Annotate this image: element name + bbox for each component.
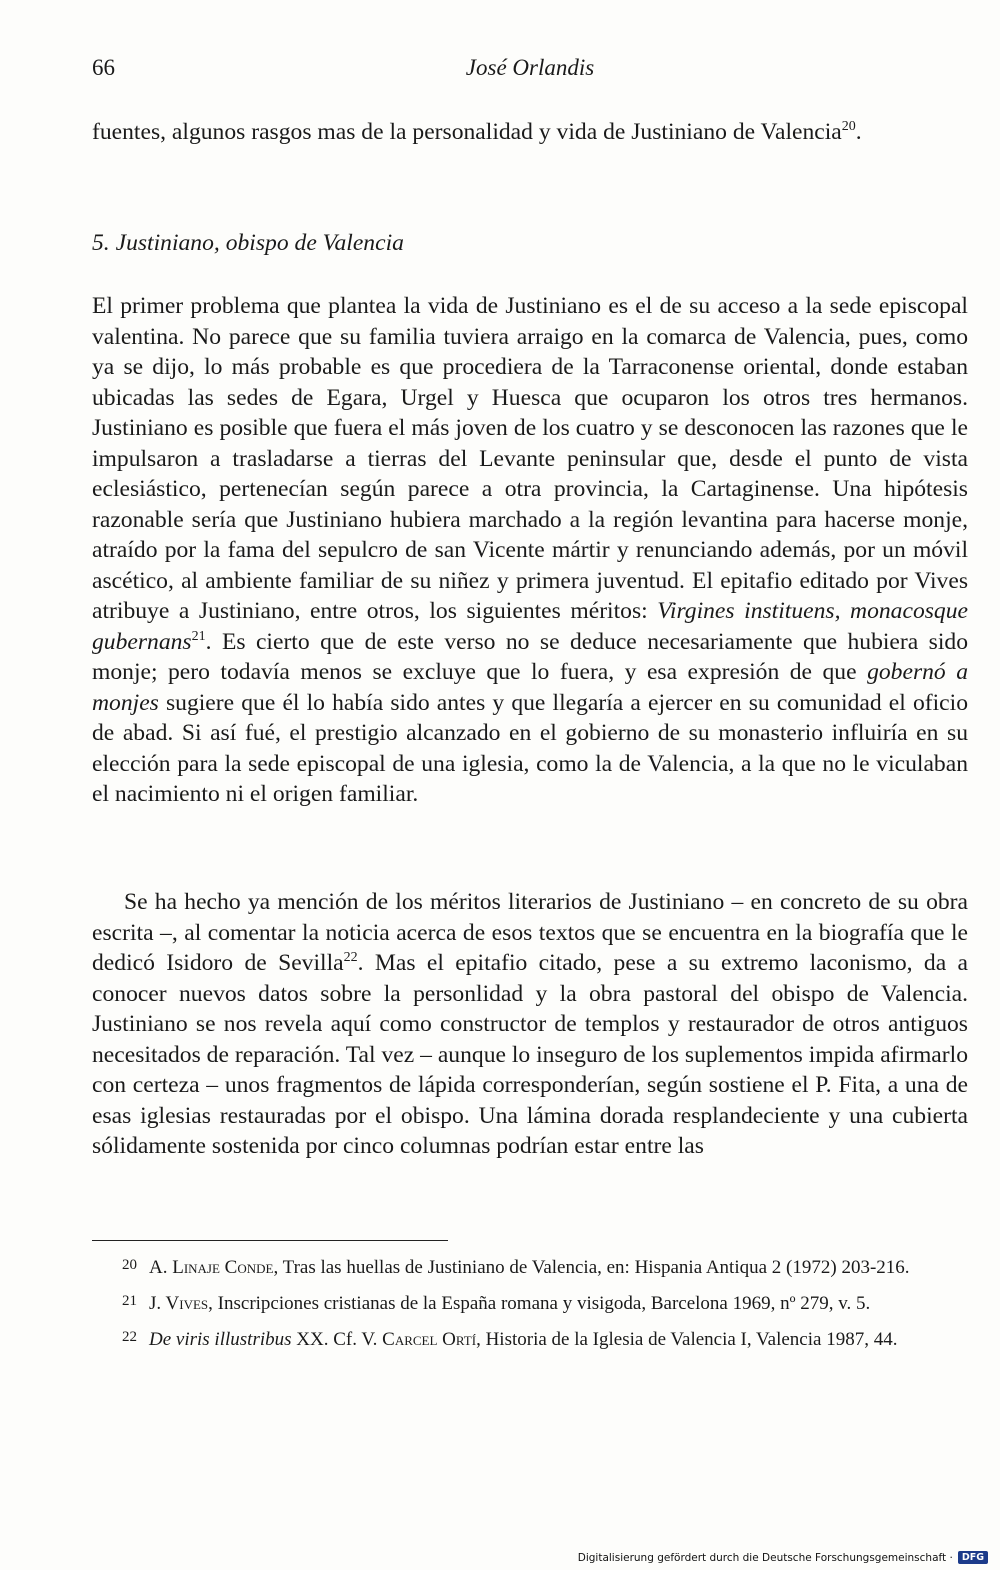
footnote-number: 20	[122, 1257, 137, 1273]
credit-text: Digitalisierung gefördert durch die Deutsche Forschungsgemeinschaft ·	[577, 1551, 953, 1564]
footnote-number: 21	[122, 1293, 137, 1309]
latin-quote: Virgines instituens, monacosque gubernans	[92, 598, 968, 655]
footnote-21	[92, 1288, 968, 1317]
page-number: 66	[92, 55, 115, 80]
footnote-text: , Tras las huellas de Justiniano de Valencia, en: Hispania Antiqua 2 (1972) 203-216.	[273, 1257, 910, 1278]
footnote-ref-21[interactable]: 21	[191, 628, 206, 644]
intro-paragraph	[92, 117, 968, 148]
footnote-divider	[92, 1240, 448, 1241]
footnote-20	[92, 1252, 968, 1281]
second-text-1: Se ha hecho ya mención de los méritos literarios de Justiniano – en concreto de su obra escrita –, al comentar la noticia acerca de esos textos que se encuentra en la biografía que le dedicó Isidoro de Sevilla	[92, 889, 968, 976]
footnote-ref-22[interactable]: 22	[343, 950, 358, 965]
intro-end: .	[855, 119, 862, 145]
footnote-text: , Inscripciones cristianas de la España romana y visigoda, Barcelona 1969, nº 279, v. 5.	[208, 1293, 871, 1314]
page-header	[92, 55, 968, 85]
footnote-author: A. Linaje Conde	[149, 1257, 274, 1278]
main-text-3: sugiere que él lo había sido antes y que llegaría a ejercer en su comunidad el oficio de abad. Si así fué, el prestigio alcanzado en el gobierno de su monasterio influiría en su elección para la sede episcopal de una iglesia, como la de Valencia, a la que no le viculaban el nacimiento ni el origen familiar.	[92, 689, 968, 807]
section-heading: 5. Justiniano, obispo de Valencia	[92, 230, 404, 256]
main-text-2: . Es cierto que de este verso no se deduce necesariamente que hubiera sido monje; pero todavía menos se excluye que lo fuera, y esa expresión de que	[92, 628, 968, 685]
footnotes	[92, 1252, 968, 1360]
italic-phrase: gobernó a monjes	[92, 659, 968, 716]
footnote-text: , Historia de la Iglesia de Valencia I, Valencia 1987, 44.	[476, 1329, 898, 1350]
main-text-1: El primer problema que plantea la vida de Justiniano es el de su acceso a la sede episcopal valentina. No parece que su familia tuviera arraigo en la comarca de Valencia, pues, como ya se dijo, lo más probable es que procediera de la Tarraconense oriental, donde estaban ubicadas las sedes de Egara, Urgel y Huesca que ocuparon los otros tres hermanos. Justiniano es posible que fuera el más joven de los cuatro y se desconocen las razones que le impulsaron a trasladarse a tierras del Levante peninsular que, desde el punto de vista eclesiástico, pertenecían según parece a otra provincia, la Cartaginense. Una hipótesis razonable sería que Justiniano hubiera marchado a la región levantina para hacerse monje, atraído por la fama del sepulcro de san Vicente mártir y renunciando además, por un móvil ascético, al ambiente familiar de su niñez y primera juventud. El epitafio editado por Vives atribuye a Justiniano, entre otros, los siguientes méritos:	[92, 293, 968, 624]
footnote-22	[92, 1324, 968, 1353]
digitization-credit	[578, 1551, 988, 1564]
running-title: José Orlandis	[465, 55, 595, 80]
intro-text: fuentes, algunos rasgos mas de la personalidad y vida de Justiniano de Valencia	[92, 119, 842, 145]
footnote-title: De viris illustribus	[149, 1329, 292, 1350]
footnote-pre: XX. Cf. V.	[291, 1329, 383, 1350]
main-paragraph	[92, 291, 968, 810]
footnote-author: J. Vives	[149, 1293, 209, 1314]
footnote-number: 22	[122, 1329, 137, 1345]
second-paragraph	[92, 887, 968, 1162]
second-text-2: . Mas el epitafio citado, pese a su extremo laconismo, da a conocer nuevos datos sobre la personlidad y la obra pastoral del obispo de Valencia. Justiniano se nos revela aquí como constructor de templos y restaurador de otros antiguos necesitados de reparación. Tal vez – aunque lo inseguro de los suplementos impida afirmarlo con certeza – unos fragmentos de lápida corresponderían, según sostiene el P. Fita, a una de esas iglesias restauradas por el obispo. Una lámina dorada resplandeciente y una cubierta sólidamente sostenida por cinco columnas podrían estar entre las	[92, 950, 968, 1159]
dfg-logo-icon: DFG	[958, 1551, 988, 1564]
footnote-ref-20[interactable]: 20	[841, 119, 856, 134]
footnote-author: Carcel Ortí	[382, 1329, 477, 1350]
